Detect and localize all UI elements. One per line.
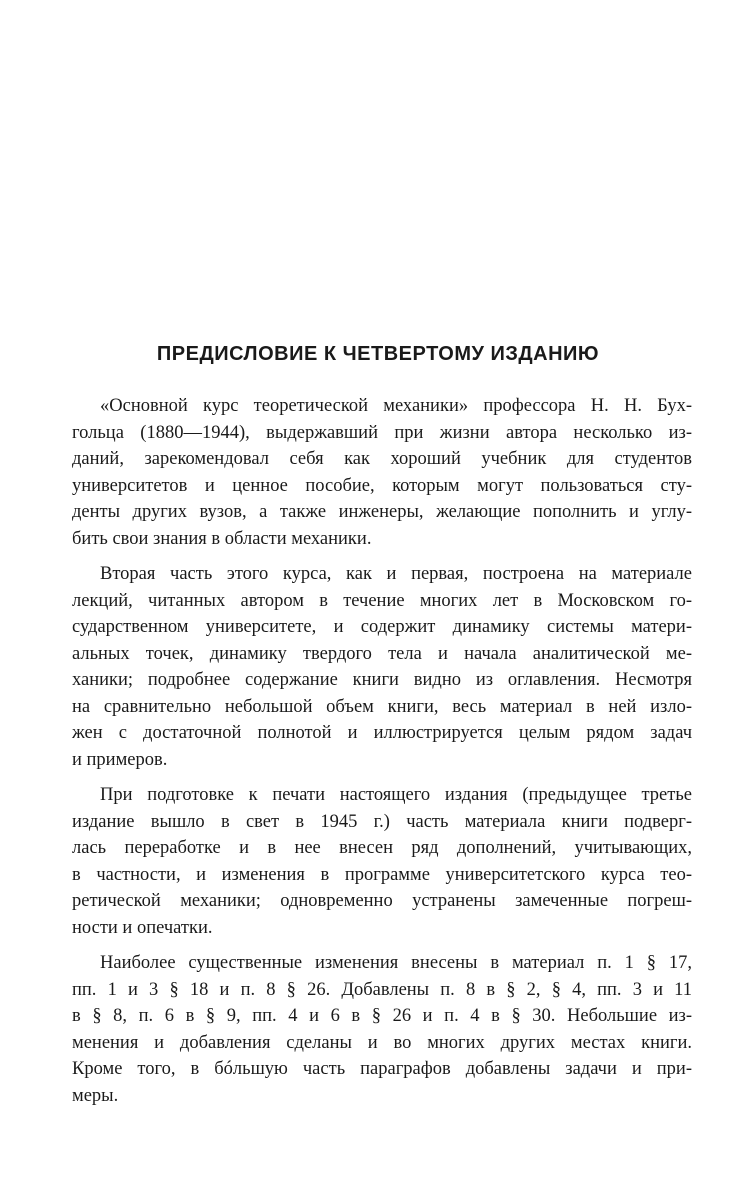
text-line: менения и добавления сделаны и во многих других местах книги. xyxy=(72,1032,692,1053)
paragraph xyxy=(72,561,692,773)
text-line: на сравнительно небольшой объем книги, весь материал в ней изло- xyxy=(72,696,692,717)
text-line: даний, зарекомендовал себя как хороший учебник для студентов xyxy=(72,449,692,469)
preface-body xyxy=(72,393,692,1118)
text-line: бить свои знания в области механики. xyxy=(72,528,372,549)
text-line: в § 8, п. 6 в § 9, пп. 4 и 6 в § 26 и п. 4 в § 30. Небольшие из- xyxy=(72,1006,692,1026)
text-line: и примеров. xyxy=(72,749,168,770)
paragraph xyxy=(72,393,692,552)
text-line: Наиболее существенные изменения внесены в материал п. 1 § 17, xyxy=(100,953,692,973)
text-line: Кроме того, в бóльшую часть параграфов добавлены задачи и при- xyxy=(72,1059,692,1079)
text-line: При подготовке к печати настоящего издания (предыдущее третье xyxy=(100,785,692,805)
paragraph xyxy=(72,782,692,941)
text-line: меры. xyxy=(72,1085,119,1106)
text-line: пп. 1 и 3 § 18 и п. 8 § 26. Добавлены п. 8 в § 2, § 4, пп. 3 и 11 xyxy=(72,979,692,1000)
text-line: издание вышло в свет в 1945 г.) часть материала книги подверг- xyxy=(72,811,692,832)
text-line: сударственном университете, и содержит динамику системы матери- xyxy=(72,617,692,637)
text-line: ности и опечатки. xyxy=(72,917,213,938)
text-line: в частности, и изменения в программе университетского курса тео- xyxy=(72,864,692,885)
text-line: ханики; подробнее содержание книги видно из оглавления. Несмотря xyxy=(72,670,692,690)
text-line: ретической механики; одновременно устранены замеченные погреш- xyxy=(72,891,692,911)
text-line: лась переработке и в нее внесен ряд дополнений, учитывающих, xyxy=(72,838,692,858)
text-line: лекций, читанных автором в течение многих лет в Московском го- xyxy=(72,590,692,611)
text-line: жен с достаточной полнотой и иллюстрируется целым рядом задач xyxy=(72,723,692,743)
preface-heading: ПРЕДИСЛОВИЕ К ЧЕТВЕРТОМУ ИЗДАНИЮ xyxy=(156,343,600,365)
text-line: денты других вузов, а также инженеры, желающие пополнить и углу- xyxy=(72,502,692,522)
text-line: альных точек, динамику твердого тела и начала аналитической ме- xyxy=(72,643,692,664)
text-line: гольца (1880—1944), выдержавший при жизни автора несколько из- xyxy=(72,422,692,443)
text-line: Вторая часть этого курса, как и первая, построена на материале xyxy=(100,564,692,584)
text-line: университетов и ценное пособие, которым могут пользоваться сту- xyxy=(72,475,692,496)
paragraph xyxy=(72,950,692,1109)
text-line: «Основной курс теоретической механики» профессора Н. Н. Бух- xyxy=(100,396,692,416)
